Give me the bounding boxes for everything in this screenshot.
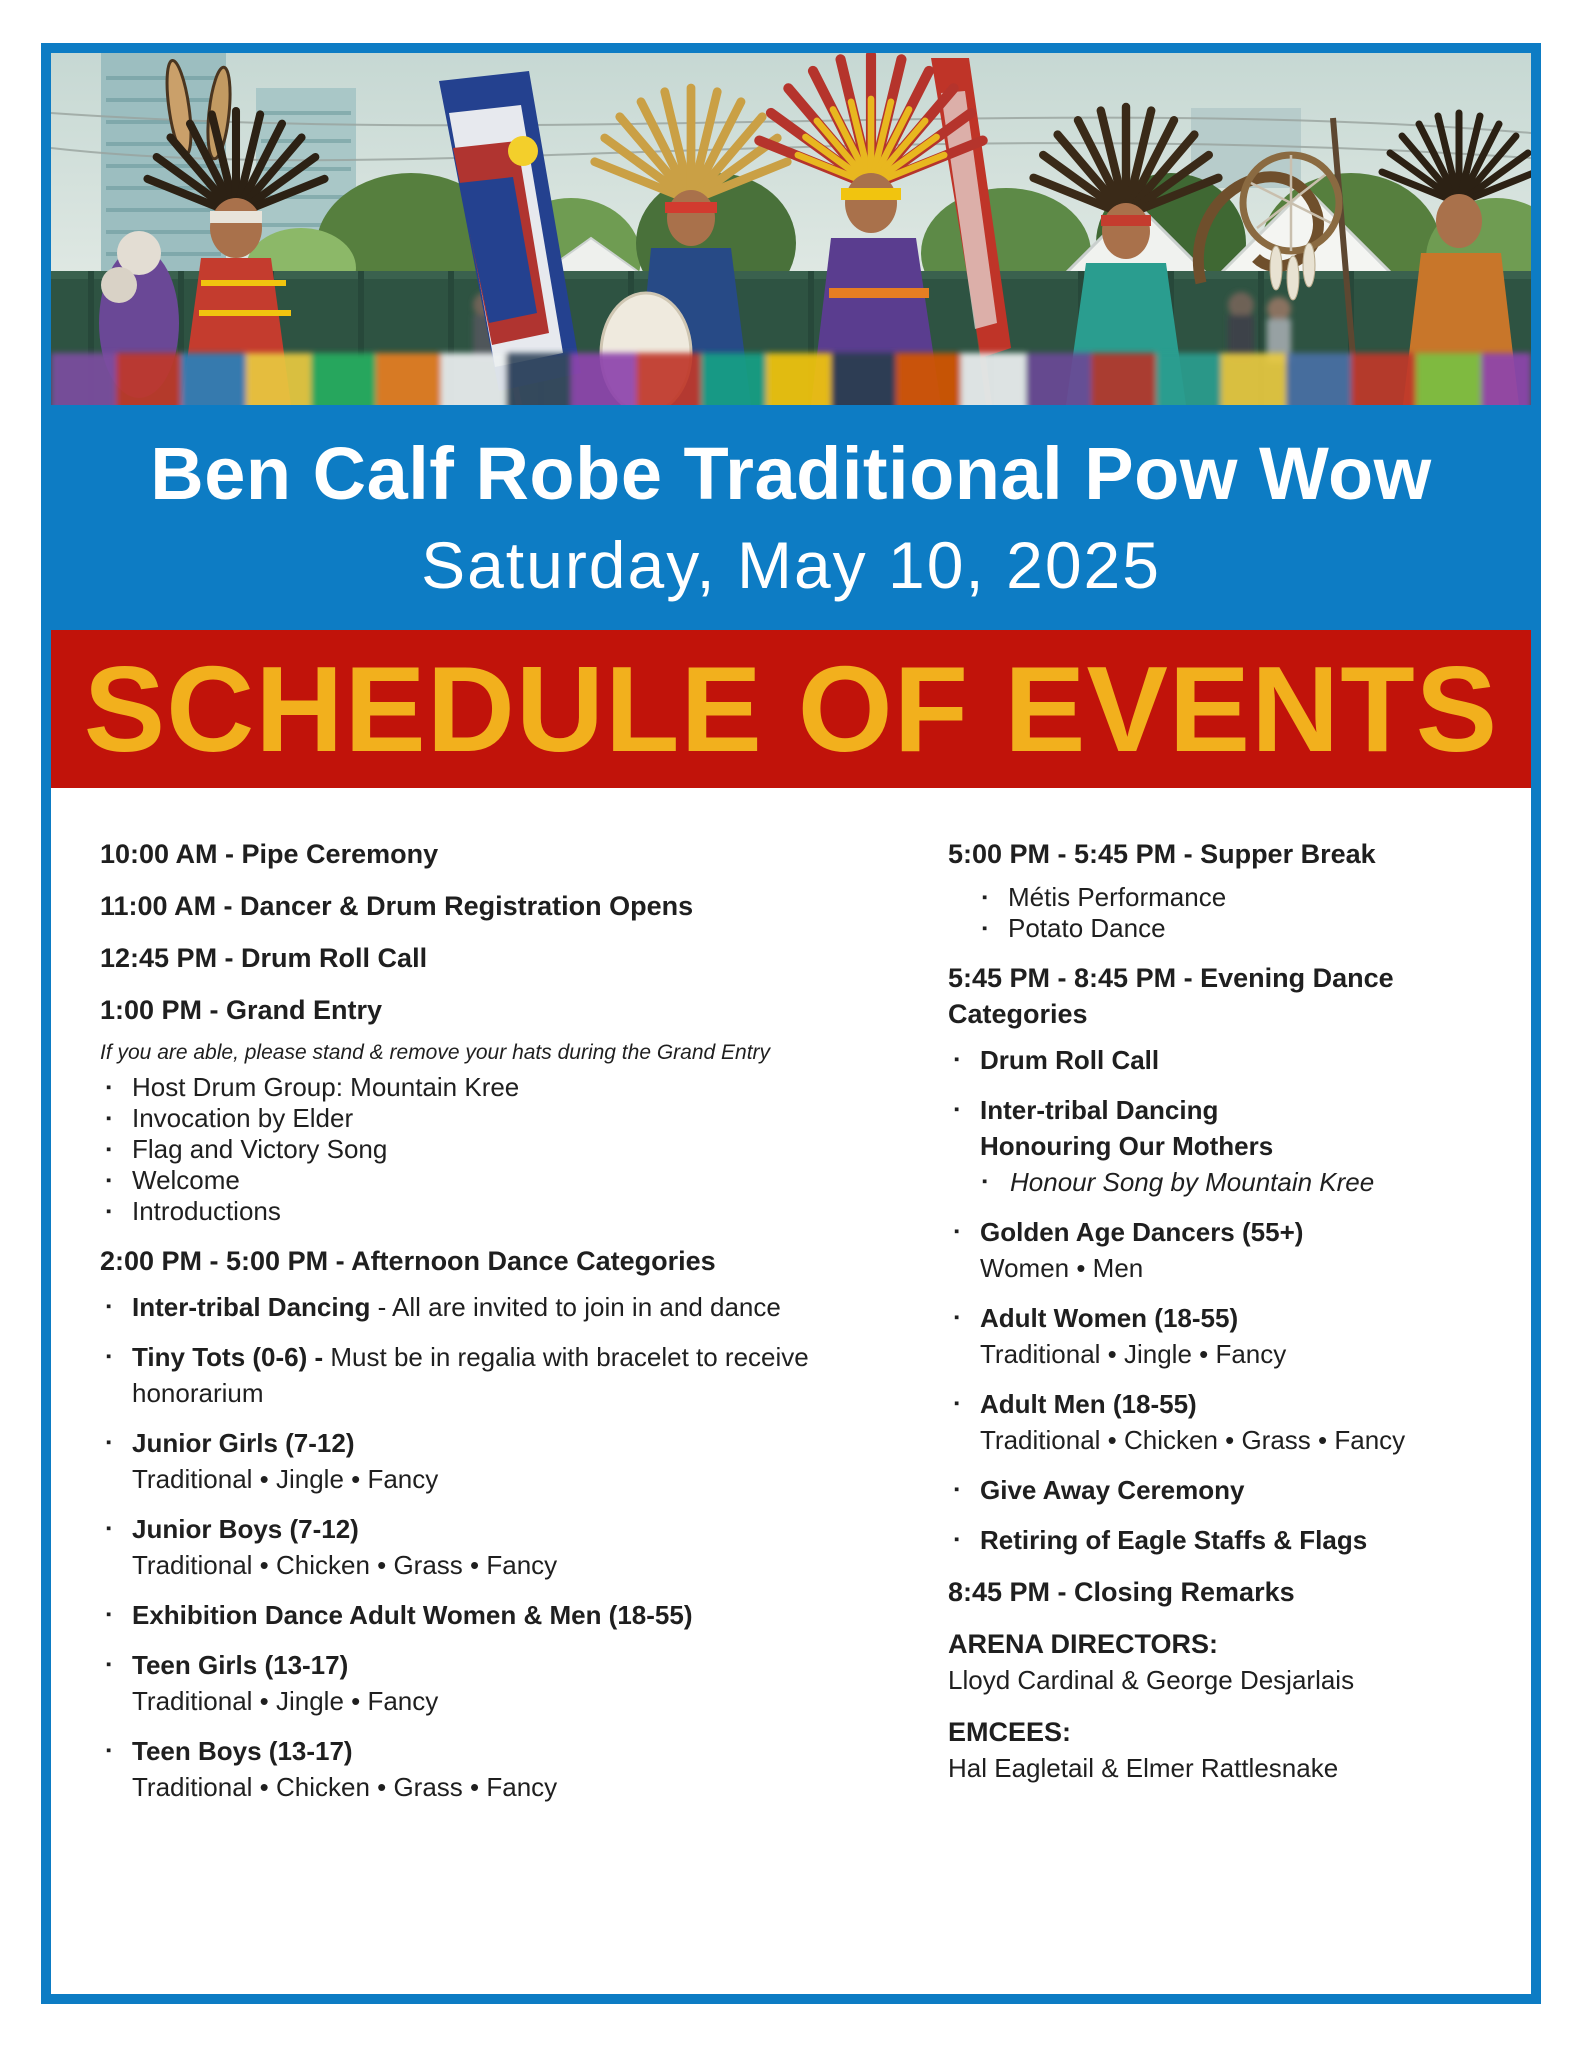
- schedule-item: [100, 1103, 815, 1134]
- item-text: [132, 1647, 815, 1683]
- item-bold-text: Exhibition Dance Adult Women & Men (18-55): [132, 1600, 693, 1630]
- item-text: [980, 1386, 1468, 1422]
- item-plain-text: - All are invited to join in and dance: [370, 1292, 781, 1322]
- schedule-item: [948, 1300, 1468, 1372]
- item-text: [132, 1425, 815, 1461]
- section-heading: 5:45 PM - 8:45 PM - Evening Dance Categories: [948, 963, 1394, 1029]
- poster-title: Ben Calf Robe Traditional Pow Wow: [150, 432, 1432, 515]
- item-bold-text: Drum Roll Call: [980, 1045, 1160, 1075]
- item-text: [980, 1214, 1468, 1250]
- item-text: [980, 1300, 1468, 1336]
- section-note: If you are able, please stand & remove your hats during the Grand Entry: [100, 1041, 771, 1064]
- schedule-column-left: [100, 836, 815, 1821]
- item-plain-text: Métis Performance: [1008, 882, 1227, 912]
- schedule-item: [948, 1092, 1468, 1200]
- schedule-item: [976, 913, 1468, 944]
- item-plain-text: Introductions: [132, 1196, 281, 1226]
- item-text: [980, 1042, 1468, 1078]
- item-plain-text: Welcome: [132, 1165, 240, 1195]
- schedule-section: [100, 836, 815, 872]
- schedule-section: [948, 1574, 1468, 1610]
- item-sub-text: Traditional • Jingle • Fancy: [132, 1686, 439, 1716]
- item-bold-text: Teen Boys (13-17): [132, 1736, 353, 1766]
- square-bullet-icon: ▪: [106, 1520, 112, 1537]
- square-bullet-icon: ▪: [954, 1101, 960, 1118]
- schedule-item: [100, 1511, 815, 1583]
- schedule-item: [100, 1425, 815, 1497]
- schedule-section: [100, 992, 815, 1227]
- square-bullet-icon: ▪: [954, 1395, 960, 1412]
- item-bold-text: Retiring of Eagle Staffs & Flags: [980, 1525, 1368, 1555]
- schedule-item: [100, 1165, 815, 1196]
- square-bullet-icon: ▪: [954, 1531, 960, 1548]
- square-bullet-icon: ▪: [954, 1223, 960, 1240]
- schedule-item: [100, 1196, 815, 1227]
- powwow-poster: [41, 43, 1541, 2004]
- section-heading: 2:00 PM - 5:00 PM - Afternoon Dance Categories: [100, 1246, 716, 1276]
- item-sub-text: Traditional • Jingle • Fancy: [980, 1339, 1287, 1369]
- section-plain-text: Hal Eagletail & Elmer Rattlesnake: [948, 1753, 1339, 1783]
- schedule-item: [100, 1134, 815, 1165]
- schedule-section: [948, 960, 1468, 1558]
- schedule-section: [100, 888, 815, 924]
- schedule-item: [948, 1042, 1468, 1078]
- square-bullet-icon: ▪: [106, 1203, 112, 1220]
- item-text: [132, 1511, 815, 1547]
- item-text: [132, 1134, 815, 1165]
- schedule-item: [100, 1647, 815, 1719]
- item-bold-text: Junior Girls (7-12): [132, 1428, 355, 1458]
- schedule-section: [948, 1626, 1468, 1698]
- item-text: [132, 1072, 815, 1103]
- item-bold-text: Adult Men (18-55): [980, 1389, 1197, 1419]
- item-text: [980, 1522, 1468, 1558]
- item-bold-text: Adult Women (18-55): [980, 1303, 1239, 1333]
- item-sub-text: Women • Men: [980, 1253, 1144, 1283]
- schedule-item: [976, 882, 1468, 913]
- powwow-photo-illustration: [51, 53, 1531, 405]
- item-plain-text: Potato Dance: [1008, 913, 1166, 943]
- schedule-item: [948, 1214, 1468, 1286]
- item-text: [132, 1289, 815, 1325]
- schedule-item: [100, 1072, 815, 1103]
- item-text: [132, 1597, 815, 1633]
- section-heading: 8:45 PM - Closing Remarks: [948, 1577, 1295, 1607]
- square-bullet-icon: ▪: [954, 1051, 960, 1068]
- schedule-column-right: [948, 836, 1468, 1821]
- item-plain-text: Invocation by Elder: [132, 1103, 354, 1133]
- section-heading: 10:00 AM - Pipe Ceremony: [100, 839, 439, 869]
- schedule-section: [948, 1714, 1468, 1786]
- item-text: [132, 1339, 815, 1411]
- square-bullet-icon: ▪: [106, 1656, 112, 1673]
- schedule-item: [948, 1472, 1468, 1508]
- item-sub-bullet: [980, 1164, 1468, 1200]
- square-bullet-icon: ▪: [106, 1434, 112, 1451]
- item-bold-text: Inter-tribal Dancing: [980, 1095, 1219, 1125]
- square-bullet-icon: ▪: [106, 1141, 112, 1158]
- item-sub-text: Traditional • Chicken • Grass • Fancy: [980, 1425, 1406, 1455]
- schedule-item: [100, 1733, 815, 1805]
- square-bullet-icon: ▪: [106, 1110, 112, 1127]
- section-heading: EMCEES:: [948, 1717, 1072, 1747]
- square-bullet-icon: ▪: [106, 1298, 112, 1315]
- section-heading: ARENA DIRECTORS:: [948, 1629, 1219, 1659]
- schedule-item: [948, 1386, 1468, 1458]
- sub-bullet-text: Honour Song by Mountain Kree: [1010, 1167, 1375, 1197]
- square-bullet-icon: ▪: [954, 1481, 960, 1498]
- item-bold-text: Give Away Ceremony: [980, 1475, 1245, 1505]
- square-bullet-icon: ▪: [106, 1348, 112, 1365]
- title-band: [51, 405, 1531, 630]
- item-text: [132, 1733, 815, 1769]
- section-heading: 12:45 PM - Drum Roll Call: [100, 943, 428, 973]
- item-text: [132, 1196, 815, 1227]
- powwow-photo: [51, 53, 1531, 405]
- square-bullet-icon: ▪: [106, 1606, 112, 1623]
- item-plain-text: Flag and Victory Song: [132, 1134, 388, 1164]
- item-bold-text: Teen Girls (13-17): [132, 1650, 349, 1680]
- schedule-section: [948, 836, 1468, 944]
- schedule-banner: [51, 630, 1531, 788]
- section-heading: 11:00 AM - Dancer & Drum Registration Opens: [100, 891, 694, 921]
- item-sub-text: Traditional • Chicken • Grass • Fancy: [132, 1772, 558, 1802]
- section-heading: 1:00 PM - Grand Entry: [100, 995, 383, 1025]
- square-bullet-icon: ▪: [982, 920, 988, 937]
- item-text: [980, 1472, 1468, 1508]
- item-sub-text: Traditional • Chicken • Grass • Fancy: [132, 1550, 558, 1580]
- item-text: [1008, 913, 1468, 944]
- item-bold-text: Inter-tribal Dancing: [132, 1292, 371, 1322]
- section-heading: 5:00 PM - 5:45 PM - Supper Break: [948, 839, 1376, 869]
- item-text: [132, 1103, 815, 1134]
- schedule-content: [51, 788, 1531, 1821]
- schedule-item: [100, 1289, 815, 1325]
- poster-date: Saturday, May 10, 2025: [421, 527, 1161, 602]
- schedule-banner-text: SCHEDULE OF EVENTS: [83, 641, 1499, 777]
- item-bold-text: Tiny Tots (0-6) -: [132, 1342, 331, 1372]
- square-bullet-icon: ▪: [954, 1309, 960, 1326]
- schedule-section: [100, 1243, 815, 1805]
- item-plain-text: Must be in regalia with bracelet to receive honorarium: [132, 1342, 809, 1408]
- item-text: [980, 1092, 1468, 1128]
- schedule-section: [100, 940, 815, 976]
- item-bold-line2: Honouring Our Mothers: [980, 1131, 1274, 1161]
- schedule-item: [100, 1339, 815, 1411]
- section-plain-text: Lloyd Cardinal & George Desjarlais: [948, 1665, 1355, 1695]
- square-bullet-icon: ▪: [106, 1742, 112, 1759]
- item-text: [1008, 882, 1468, 913]
- schedule-item: [100, 1597, 815, 1633]
- square-bullet-icon: ▪: [106, 1172, 112, 1189]
- square-bullet-icon: ▪: [982, 889, 988, 906]
- item-plain-text: Host Drum Group: Mountain Kree: [132, 1072, 520, 1102]
- item-text: [132, 1165, 815, 1196]
- square-bullet-icon: ▪: [982, 1173, 988, 1190]
- item-bold-text: Junior Boys (7-12): [132, 1514, 359, 1544]
- item-bold-text: Golden Age Dancers (55+): [980, 1217, 1304, 1247]
- item-sub-text: Traditional • Jingle • Fancy: [132, 1464, 439, 1494]
- schedule-item: [948, 1522, 1468, 1558]
- square-bullet-icon: ▪: [106, 1079, 112, 1096]
